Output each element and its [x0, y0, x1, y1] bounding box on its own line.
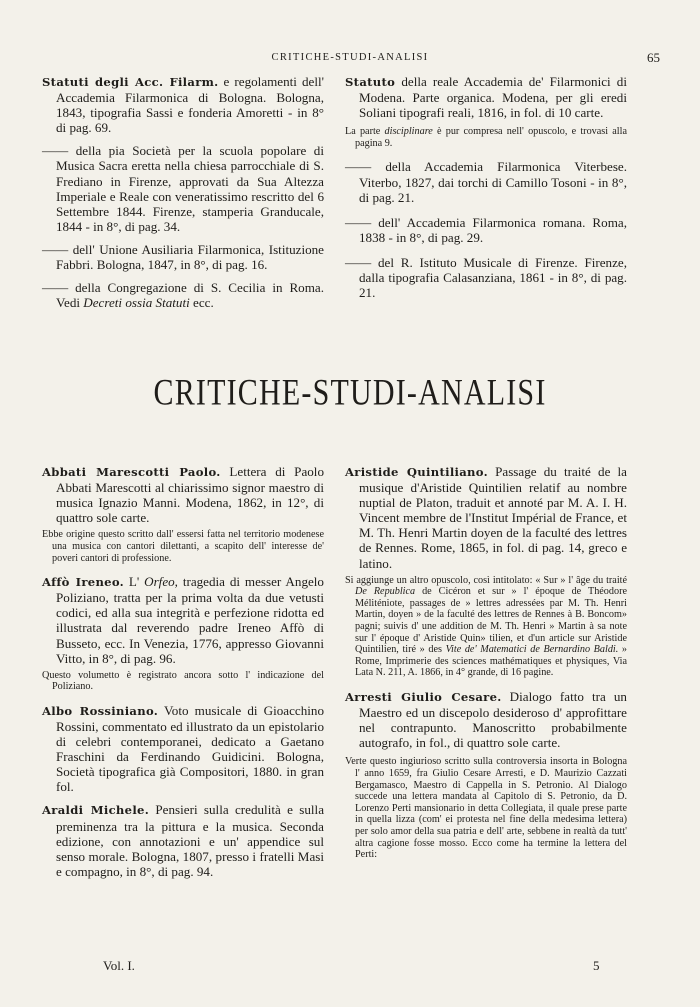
entry-dash: —— — [42, 143, 69, 159]
entry-abbati-marescotti — [42, 464, 324, 525]
entry-italic: Decreti ossia Statuti — [83, 295, 190, 311]
entry-text: Pensieri sulla credulità e sulla preminenza tra la pittura e la musica. Seconda edizione, con annotazioni e un' appendice sul senso morale. Bologna, 1807, presso i fratelli Masi e compagno, in 8°, di pag. 94. — [56, 802, 324, 879]
note-text: Si aggiunge un altro opuscolo, così intitolato: « Sur » l' âge du traité — [345, 574, 627, 586]
page-number: 65 — [647, 50, 660, 65]
note-aristide — [345, 575, 627, 679]
note-text: » Rome, Imprimerie des sciences mathématiques et physiques, Via Lata N. 211, A. 1866, in 4° grande, di 16 pagine. — [355, 644, 628, 679]
note-affo: Questo volumetto è registrato ancora sotto l' indicazione del Poliziano. — [42, 669, 324, 693]
note-abbati: Ebbe origine questo scritto dall' essersi fatta nel territorio modenese una musica con cantori dilettanti, a scapito dell' interesse de' poveri cantori di professione. — [42, 529, 324, 564]
entry-pia-societa — [42, 143, 324, 234]
entry-lead: Albo Rossiniano. — [42, 703, 159, 718]
entry-unione-ausiliaria — [42, 242, 324, 272]
running-head-title: CRITICHE-STUDI-ANALISI — [271, 52, 429, 63]
entry-text: Passage du traité de la musique d'Aristide Quintilien relatif au nombre nuptial de Platon, traduit et annoté par M. A. I. H. Vincent membre de l'Institut Impérial de France, et M. Th. Henri Martin doyen de la faculté des lettres de Rennes. Rome, 1865, in fol. di pag. 14, greco e latino. — [359, 464, 627, 571]
note-arresti: Verte questo ingiurioso scritto sulla controversia insorta in Bologna l' anno 1659, fra Giulio Cesare Arresti, e D. Maurizio Cazzati Bergamasco, Maestro di Cappella in S. Petronio. Al Dialogo succede una lettera mandata al Capitolo di S. Petronio, da D. Lorenzo Perti mansionario in detta Collegiata, il quale prese parte in quella lizza (com' ei protesta nel fine della medesima lettera) per solo amor della sua patria e dell' arte, sebbene in realtà da tutt' altra cagione fosse mosso. Ecco come ha termine la lettera del Perti: — [345, 756, 627, 861]
note-italic: Vite de' Matematici de Bernardino Baldi. — [445, 644, 619, 656]
entry-lead: Statuti degli Acc. Filarm. — [42, 75, 219, 89]
note-italic: disciplinare — [384, 126, 433, 138]
entry-text: del R. Istituto Musicale di Firenze. Firenze, dalla tipografia Calasanziana, 1861 - in 8°, di pag. 21. — [359, 254, 627, 301]
entry-text: dell' Accademia Filarmonica romana. Roma, 1838 - in 8°, di pag. 29. — [359, 214, 627, 245]
entry-accademia-romana — [345, 215, 627, 245]
left-column — [42, 464, 324, 879]
entry-dash: —— — [42, 280, 69, 296]
entry-text: e regolamenti dell' Accademia Filarmonica di Bologna. Bologna, 1843, tipografia Sassi e fonderia Amoretti - in 8° di pag. 69. — [56, 74, 324, 136]
entry-dash: —— — [345, 159, 372, 175]
entry-arresti-giulio-cesare — [345, 689, 627, 750]
entry-affo-ireneo — [42, 574, 324, 666]
entry-statuto-modena — [345, 74, 627, 120]
entry-text: della Accademia Filarmonica Viterbese. Viterbo, 1827, dai torchi di Camillo Tosoni - in 8°, di pag. 21. — [359, 159, 627, 205]
entry-istituto-firenze — [345, 255, 627, 300]
entry-congregazione-cecilia — [42, 280, 324, 310]
top-right-column — [345, 74, 627, 300]
entry-text: della reale Accademia de' Filarmonici di Modena. Parte organica. Modena, per gli eredi Soliani tipografi reali, 1816, in fol. di 10 carte. — [359, 74, 627, 121]
entry-albo-rossiniano — [42, 703, 324, 795]
entry-araldi-michele — [42, 802, 324, 878]
entry-dash: —— — [345, 254, 372, 270]
entry-text: tragedia di messer Angelo Poliziano, tratta per la prima volta da due vetusti codici, ed alla sua integrità e perfezione ridotta ed illustrata dal reverendo padre Ireneo Affò di Busseto, ecc. In Venezia, 1776, appresso Giovanni Vitto, in 8°, di pag. 96. — [56, 574, 324, 666]
entry-lead: Arresti Giulio Cesare. — [345, 690, 502, 704]
entry-lead: Affò Ireneo. — [42, 575, 125, 590]
right-column — [345, 464, 627, 861]
section-title: CRITICHE-STUDI-ANALISI — [153, 372, 547, 414]
entry-lead: Statuto — [345, 75, 396, 89]
entry-text: L' — [124, 574, 145, 590]
entry-text: della Congregazione di S. Cecilia in Roma. Vedi — [56, 280, 324, 311]
entry-text: dell' Unione Ausiliaria Filarmonica, Istituzione Fabbri. Bologna, 1847, in 8°, di pag. 16. — [56, 241, 324, 273]
entry-statuti-acc-filarm — [42, 74, 324, 135]
footer-volume: Vol. I. — [103, 958, 135, 973]
entry-text: Lettera di Paolo Abbati Marescotti al chiarissimo signor maestro di musica Ignazio Manni. Modena, 1862, in 12°, di quattro sole carte. — [56, 464, 324, 526]
entry-text: Dialogo fatto tra un Maestro ed un discepolo desideroso d' approfittare nel contrapunto. Manoscritto probabilmente autografo, in fol., di quattro sole carte. — [359, 689, 627, 751]
running-head — [40, 52, 660, 68]
footer-signature: 5 — [593, 958, 600, 973]
entry-text: Voto musicale di Gioacchino Rossini, commentato ed illustrato da un epistolario di celebri contemporanei, dedicato a Gaetano Fraschini da Ferdinando Guidicini. Bologna, Società tipografica già Compositori, 1880. in gran fol. — [56, 702, 324, 795]
top-left-column — [42, 74, 324, 310]
note-text: è pur compresa nell' opuscolo, e trovasi alla pagina 9. — [355, 126, 627, 149]
entry-tail: ecc. — [189, 295, 214, 311]
note-text: La parte — [345, 126, 385, 138]
note-parte-disciplinare — [345, 126, 627, 149]
entry-italic: Orfeo, — [144, 574, 178, 590]
entry-text: della pia Società per la scuola popolare di Musica Sacra eretta nella chiesa parrocchiale di S. Frediano in Firenze, approvati da Sua Altezza Imperiale e Reale con veneratissimo rescritto del 6 Settembre 1844. Firenze, stamperia Granducale, 1844 - in 8°, di pag. 34. — [56, 143, 324, 234]
entry-dash: —— — [42, 241, 69, 257]
note-italic: De Republica — [355, 586, 416, 598]
entry-dash: —— — [345, 214, 372, 230]
entry-aristide-quintiliano — [345, 464, 627, 571]
entry-lead: Araldi Michele. — [42, 803, 150, 818]
entry-lead: Abbati Marescotti Paolo. — [42, 465, 221, 479]
entry-lead: Aristide Quintiliano. — [345, 465, 488, 479]
entry-accademia-viterbese — [345, 159, 627, 204]
note-text: de Cicéron et sur » l' époque de Théodore Méliténiote, passages de » lettres adressées par M. Th. Henri Martin, doyen » de la faculté des lettres de Rennes à B. Boncom» pagni; suivis d' une addition de M. Th. Henri » Martin à sa note sur l' époque d' Aristide Quin» tilien, et d'un article sur Aristide Quintilien, tiré » des — [355, 586, 628, 656]
